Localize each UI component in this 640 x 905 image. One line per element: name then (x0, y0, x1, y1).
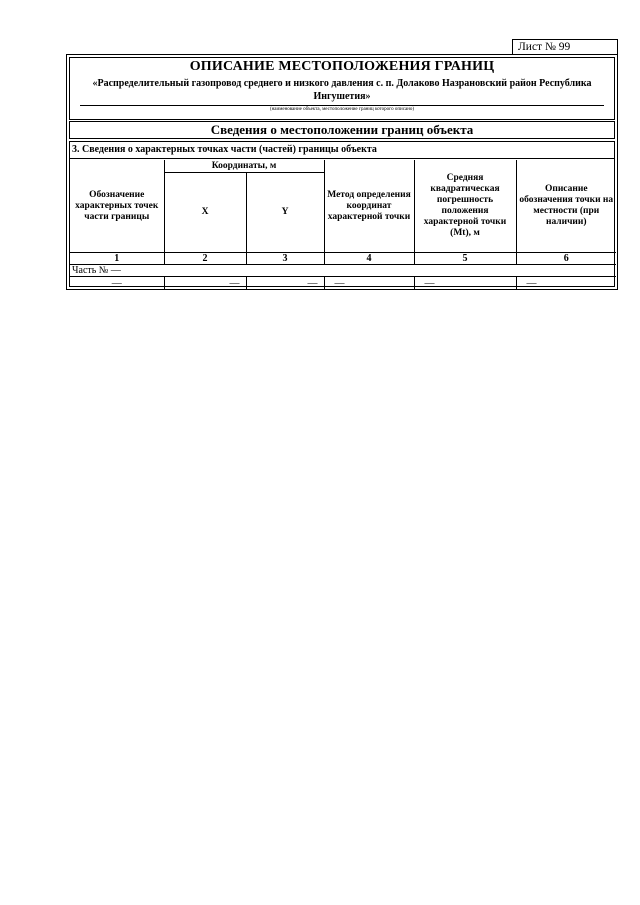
sheet-number: Лист № 99 (512, 39, 618, 55)
table-heading: 3. Сведения о характерных точках части (частей) границы объекта (72, 144, 377, 155)
document-frame (66, 54, 618, 290)
section-title-block (69, 121, 615, 139)
header-description: Описание обозначения точки на местности (при наличии) (516, 160, 616, 253)
column-number: 1 (70, 253, 164, 265)
document-title: ОПИСАНИЕ МЕСТОПОЛОЖЕНИЯ ГРАНИЦ (189, 59, 495, 74)
points-table-block (69, 141, 615, 287)
column-number: 4 (324, 253, 414, 265)
header-coordinates: Координаты, м (164, 160, 324, 173)
header-block (69, 57, 615, 120)
column-number: 2 (164, 253, 246, 265)
column-number: 6 (516, 253, 616, 265)
table-cell: — (246, 277, 324, 290)
header-accuracy: Средняя квадратическая погрешность положения характерной точки (Мt), м (414, 160, 516, 253)
table-cell: — (70, 277, 164, 290)
object-name: «Распределительный газопровод среднего и низкого давления с. п. Долаково Назрановский район Республика Ингушетия» (92, 78, 592, 102)
header-point-designation: Обозначение характерных точек части границы (70, 160, 164, 253)
header-y: Y (246, 173, 324, 253)
points-table (70, 160, 616, 290)
header-method: Метод определения координат характерной точки (324, 160, 414, 253)
table-cell: — (164, 277, 246, 290)
header-x: X (164, 173, 246, 253)
heading-divider (70, 158, 614, 159)
object-name-caption: (наименование объекта, местоположение границ которого описано) (269, 107, 415, 112)
column-number: 5 (414, 253, 516, 265)
table-cell: — (324, 277, 414, 290)
part-label: Часть № — (70, 265, 616, 277)
section-title: Сведения о местоположении границ объекта (210, 122, 474, 137)
column-number: 3 (246, 253, 324, 265)
table-cell: — (414, 277, 516, 290)
table-cell: — (516, 277, 616, 290)
